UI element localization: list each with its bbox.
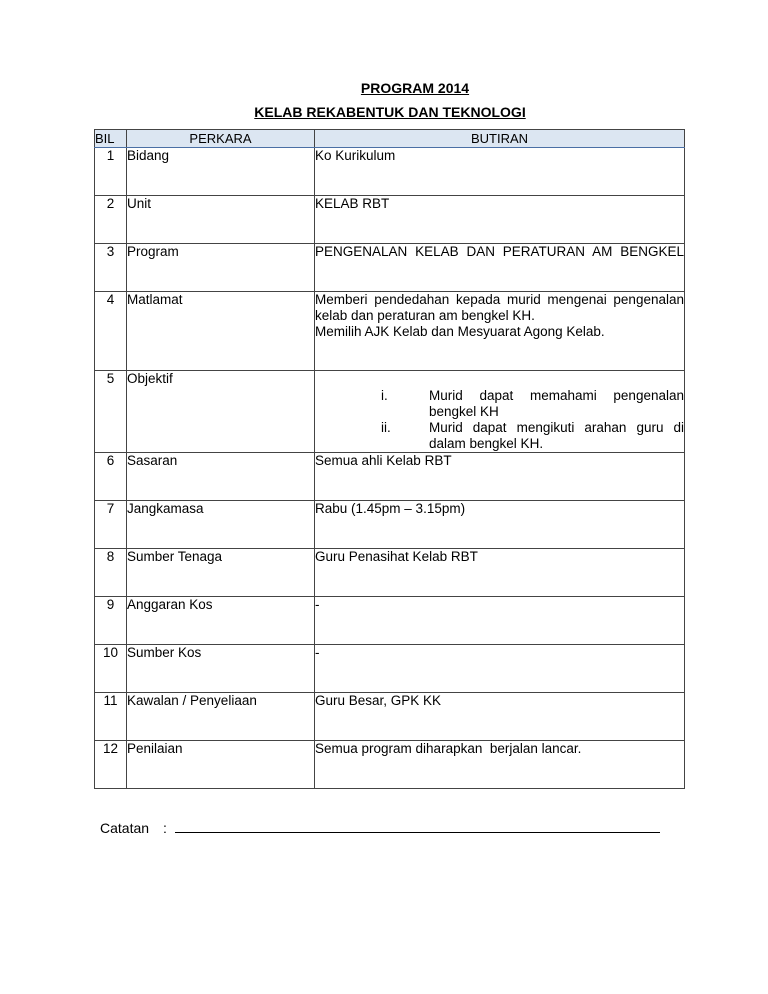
row-butiran <box>315 244 685 292</box>
row-number: 10 <box>95 645 127 693</box>
row-number: 4 <box>95 292 127 371</box>
catatan-blank-line <box>175 818 660 833</box>
table-row <box>95 148 685 196</box>
table-row <box>95 597 685 645</box>
row-perkara: Bidang <box>127 148 315 196</box>
row-perkara: Sumber Kos <box>127 645 315 693</box>
row-perkara: Sumber Tenaga <box>127 549 315 597</box>
row-perkara: Unit <box>127 196 315 244</box>
header-perkara: PERKARA <box>127 130 315 148</box>
row-number: 3 <box>95 244 127 292</box>
row-number: 8 <box>95 549 127 597</box>
matlamat-text: Memberi pendedahan kepada murid mengenai pengenalan kelab dan peraturan am bengkel KH. <box>315 292 684 323</box>
row-butiran: - <box>315 597 685 645</box>
row-perkara: Anggaran Kos <box>127 597 315 645</box>
row-number: 11 <box>95 693 127 741</box>
program-table <box>94 129 685 789</box>
header-bil: BIL <box>95 130 127 148</box>
objektif-text: Murid dapat mengikuti arahan guru di dalam bengkel KH. <box>429 420 684 451</box>
table-row <box>95 196 685 244</box>
row-butiran <box>315 292 685 371</box>
row-butiran <box>315 371 685 453</box>
document-title <box>0 80 768 96</box>
row-number: 5 <box>95 371 127 453</box>
table-row <box>95 244 685 292</box>
table-row <box>95 453 685 501</box>
table-row <box>95 645 685 693</box>
row-perkara: Program <box>127 244 315 292</box>
row-perkara: Penilaian <box>127 741 315 789</box>
row-butiran: Semua ahli Kelab RBT <box>315 453 685 501</box>
row-butiran: Ko Kurikulum <box>315 148 685 196</box>
row-butiran: KELAB RBT <box>315 196 685 244</box>
catatan-section <box>100 818 660 836</box>
row-number: 12 <box>95 741 127 789</box>
document-subtitle-text: KELAB REKABENTUK DAN TEKNOLOGI <box>254 104 526 120</box>
row-perkara: Sasaran <box>127 453 315 501</box>
table-row <box>95 501 685 549</box>
row-perkara: Matlamat <box>127 292 315 371</box>
catatan-colon: : <box>163 820 167 836</box>
program-text: PENGENALAN KELAB DAN PERATURAN AM BENGKEL <box>315 244 684 259</box>
row-butiran: Guru Penasihat Kelab RBT <box>315 549 685 597</box>
row-number: 1 <box>95 148 127 196</box>
header-butiran: BUTIRAN <box>315 130 685 148</box>
row-butiran: Guru Besar, GPK KK <box>315 693 685 741</box>
objektif-item <box>315 388 684 420</box>
document-title-text: PROGRAM 2014 <box>360 80 470 96</box>
matlamat-text-2: Memilih AJK Kelab dan Mesyuarat Agong Kelab. <box>315 324 605 339</box>
row-number: 9 <box>95 597 127 645</box>
table-row <box>95 693 685 741</box>
row-butiran: Semua program diharapkan berjalan lancar. <box>315 741 685 789</box>
row-number: 6 <box>95 453 127 501</box>
objektif-text: Murid dapat memahami pengenalan bengkel KH <box>429 388 684 419</box>
objektif-number: i. <box>381 388 388 403</box>
objektif-item <box>315 420 684 452</box>
objektif-number: ii. <box>381 420 391 435</box>
table-row <box>95 549 685 597</box>
row-perkara: Kawalan / Penyeliaan <box>127 693 315 741</box>
row-number: 2 <box>95 196 127 244</box>
row-perkara: Objektif <box>127 371 315 453</box>
table-header-row <box>95 130 685 148</box>
row-butiran: Rabu (1.45pm – 3.15pm) <box>315 501 685 549</box>
table-row <box>95 292 685 371</box>
table-row <box>95 371 685 453</box>
row-butiran: - <box>315 645 685 693</box>
document-subtitle <box>0 104 768 120</box>
table-row <box>95 741 685 789</box>
row-perkara: Jangkamasa <box>127 501 315 549</box>
catatan-label: Catatan <box>100 820 150 836</box>
row-number: 7 <box>95 501 127 549</box>
